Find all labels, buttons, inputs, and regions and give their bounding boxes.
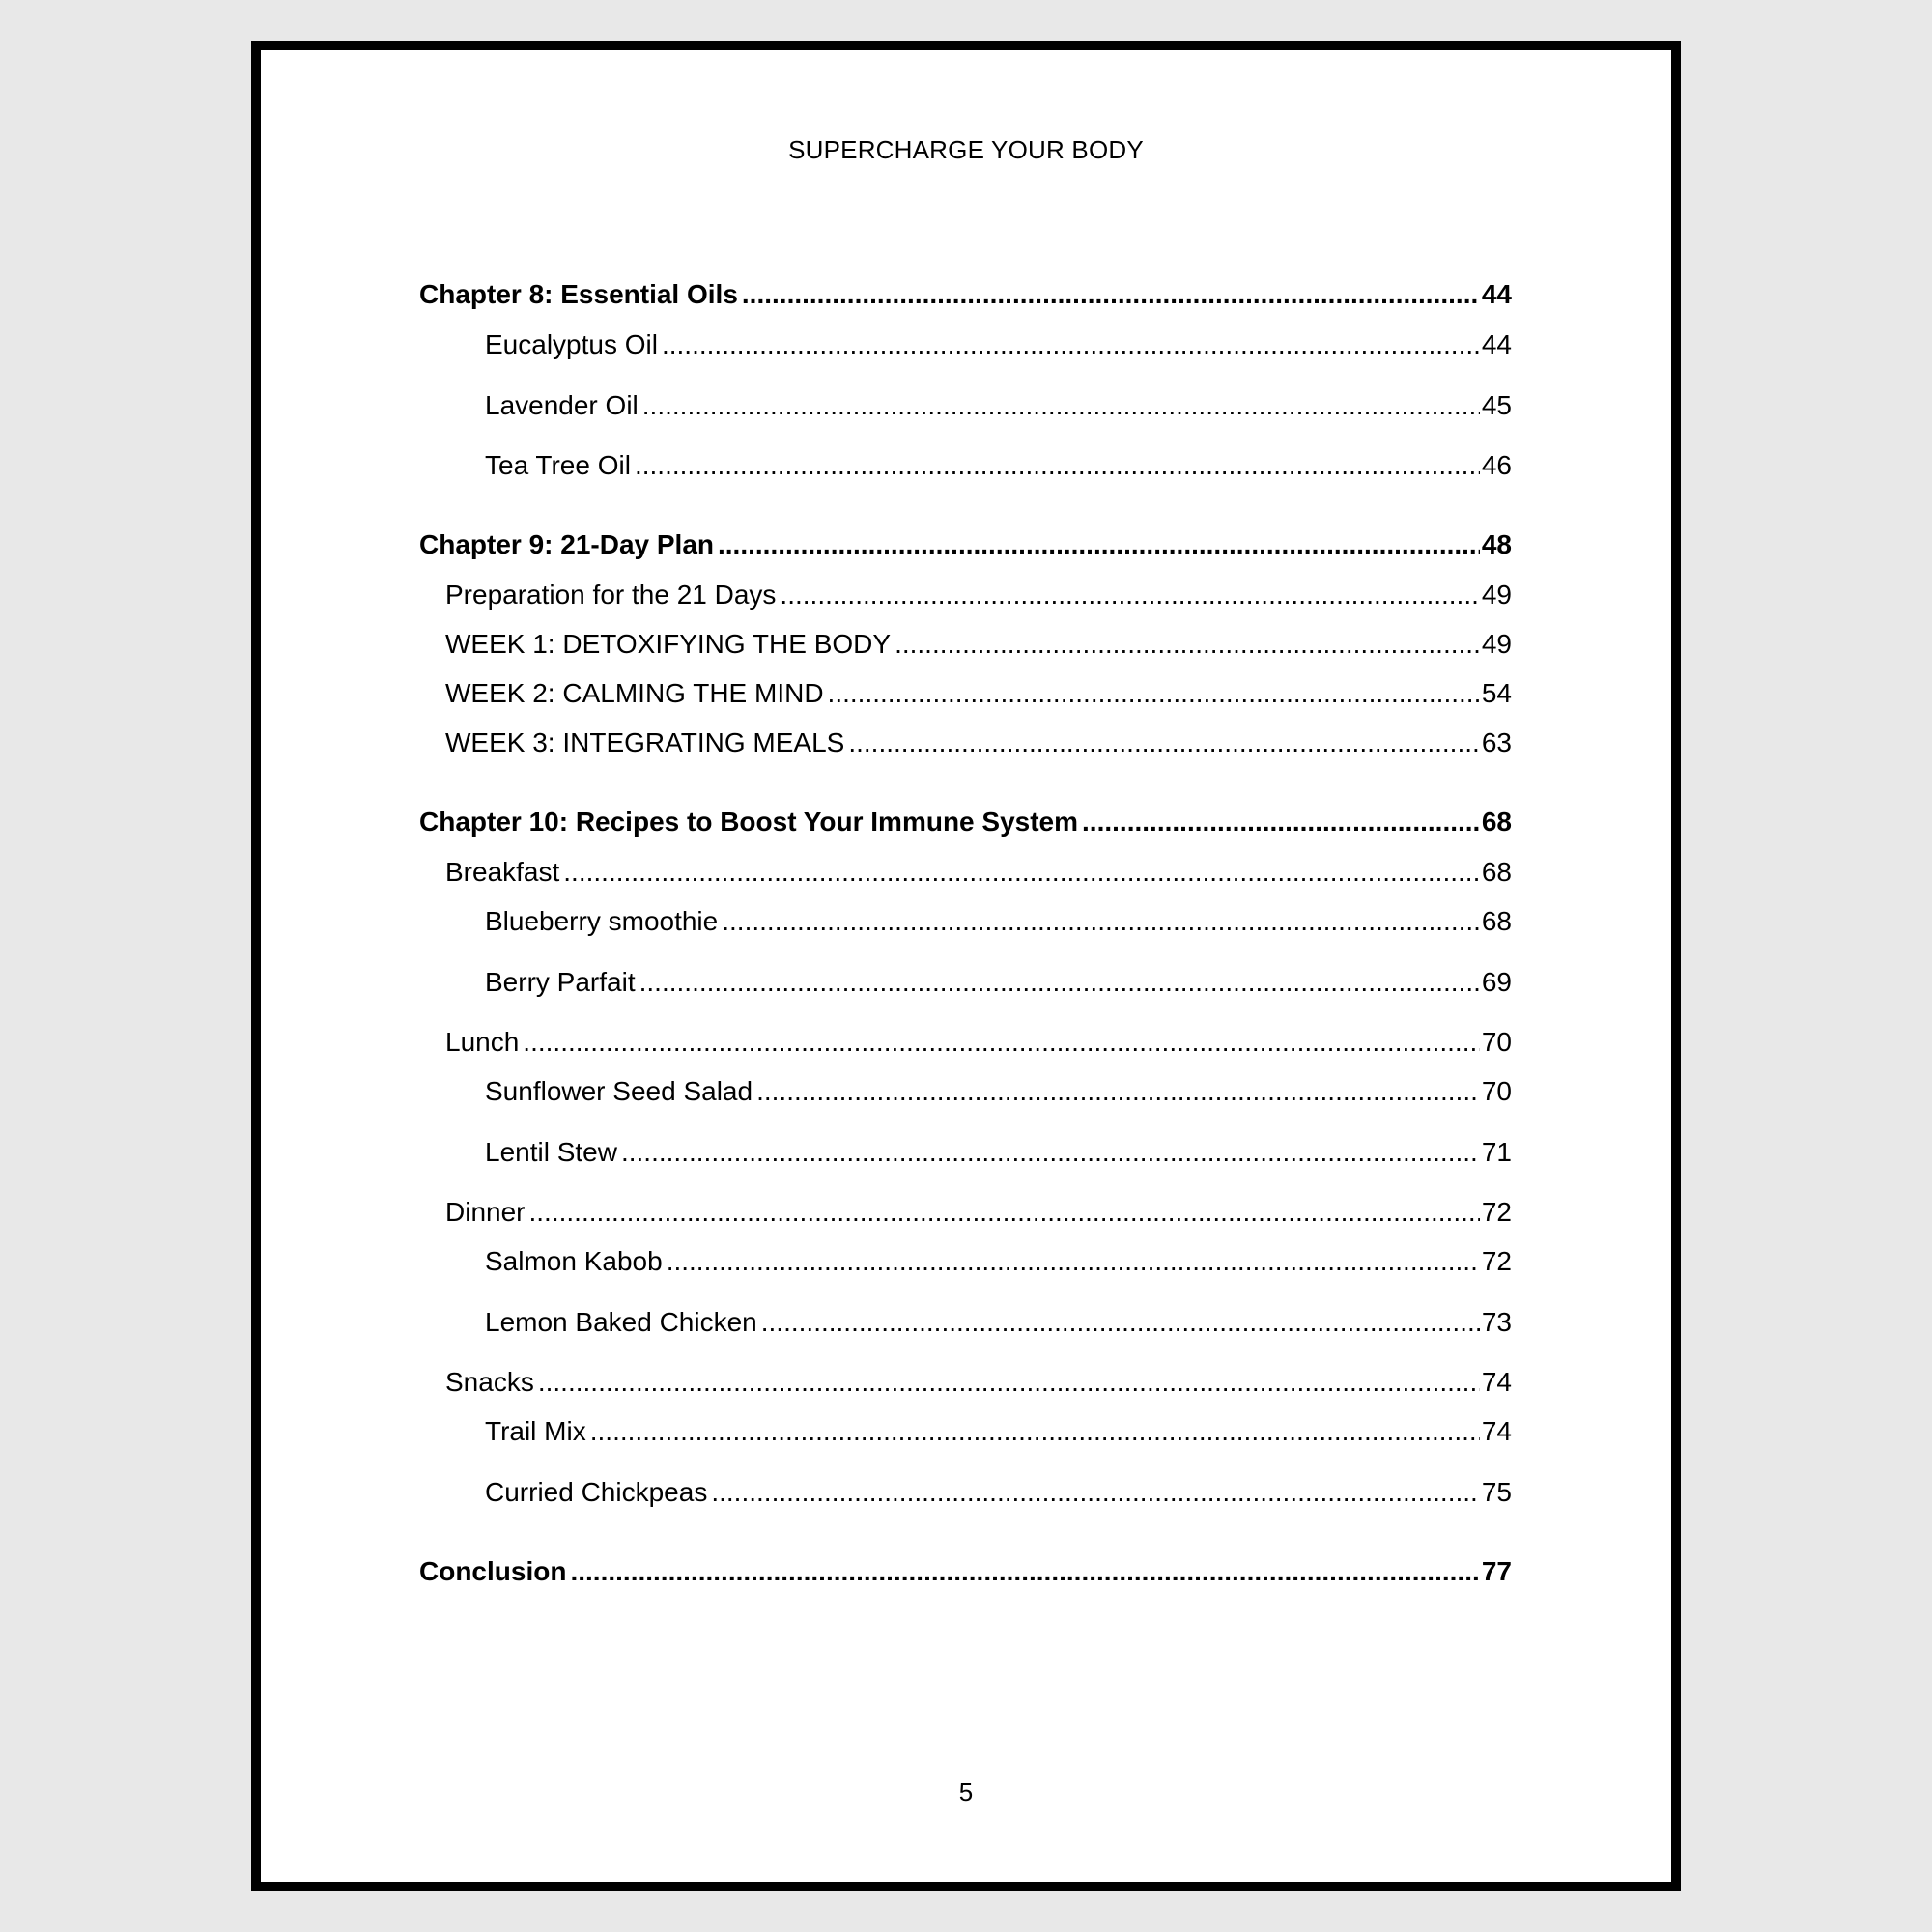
toc-entry-label: Breakfast (445, 857, 560, 887)
toc-entry-page: 74 (1481, 1367, 1512, 1397)
toc-entry-page: 74 (1481, 1416, 1512, 1446)
toc-entry-page: 48 (1481, 529, 1512, 559)
toc-entry-label: Lavender Oil (485, 390, 639, 420)
dot-leader (523, 1026, 1480, 1059)
dot-leader (667, 1245, 1480, 1278)
toc-entry[interactable] (419, 389, 1512, 422)
toc-entry-label: Eucalyptus Oil (485, 329, 658, 359)
toc-entry-page: 71 (1481, 1137, 1512, 1167)
toc-entry-chapter-8[interactable] (419, 278, 1512, 311)
toc-entry-page: 69 (1481, 967, 1512, 997)
toc-entry[interactable] (419, 726, 1512, 759)
dot-leader (722, 905, 1480, 938)
toc-entry-page: 63 (1481, 727, 1512, 757)
dot-leader (711, 1476, 1480, 1509)
toc-entry[interactable] (419, 905, 1512, 938)
dot-leader (635, 449, 1480, 482)
toc-entry-page: 44 (1481, 279, 1512, 309)
toc-entry-label: Tea Tree Oil (485, 450, 631, 480)
dot-leader (642, 389, 1480, 422)
dot-leader (639, 966, 1480, 999)
toc-entry-chapter-9[interactable] (419, 528, 1512, 561)
dot-leader (1082, 806, 1480, 838)
toc-entry-label: Chapter 8: Essential Oils (419, 279, 738, 309)
toc-entry-label: Berry Parfait (485, 967, 636, 997)
toc-entry-label: Blueberry smoothie (485, 906, 719, 936)
toc-entry-page: 72 (1481, 1246, 1512, 1276)
dot-leader (662, 328, 1480, 361)
toc-entry-page: 70 (1481, 1027, 1512, 1057)
toc-entry-label: Trail Mix (485, 1416, 586, 1446)
running-title: SUPERCHARGE YOUR BODY (788, 135, 1144, 164)
toc-entry[interactable] (419, 628, 1512, 661)
toc-entry-label: Lentil Stew (485, 1137, 617, 1167)
toc-entry[interactable] (419, 856, 1512, 889)
toc-entry-label: WEEK 3: INTEGRATING MEALS (445, 727, 845, 757)
toc-entry-page: 46 (1481, 450, 1512, 480)
toc-entry-page: 70 (1481, 1076, 1512, 1106)
toc-entry[interactable] (419, 449, 1512, 482)
toc-entry-label: Lunch (445, 1027, 520, 1057)
toc-entry[interactable] (419, 1476, 1512, 1509)
toc-entry-page: 45 (1481, 390, 1512, 420)
dot-leader (780, 579, 1479, 611)
toc-entry[interactable] (419, 1026, 1512, 1059)
toc-entry-page: 68 (1481, 857, 1512, 887)
toc-entry[interactable] (419, 1415, 1512, 1448)
toc-entry-label: WEEK 2: CALMING THE MIND (445, 678, 824, 708)
toc-entry-page: 44 (1481, 329, 1512, 359)
dot-leader (570, 1555, 1479, 1588)
toc-entry-page: 68 (1481, 906, 1512, 936)
dot-leader (538, 1366, 1480, 1399)
toc-entry-label: Preparation for the 21 Days (445, 580, 777, 610)
toc-entry[interactable] (419, 579, 1512, 611)
toc-entry[interactable] (419, 1075, 1512, 1108)
page-number: 5 (958, 1777, 974, 1806)
toc-entry[interactable] (419, 1306, 1512, 1339)
dot-leader (528, 1196, 1479, 1229)
toc-entry[interactable] (419, 1136, 1512, 1169)
dot-leader (621, 1136, 1480, 1169)
dot-leader (848, 726, 1480, 759)
toc-entry-page: 68 (1481, 807, 1512, 837)
toc-entry-label: Conclusion (419, 1556, 567, 1586)
dot-leader (742, 278, 1480, 311)
toc-entry-page: 77 (1481, 1556, 1512, 1586)
toc-entry-label: Chapter 10: Recipes to Boost Your Immune System (419, 807, 1079, 837)
toc-entry-page: 73 (1481, 1307, 1512, 1337)
toc-entry-label: WEEK 1: DETOXIFYING THE BODY (445, 629, 892, 659)
dot-leader (895, 628, 1480, 661)
document-page (251, 41, 1681, 1891)
toc-entry[interactable] (419, 1245, 1512, 1278)
toc-entry[interactable] (419, 966, 1512, 999)
toc-entry-label: Sunflower Seed Salad (485, 1076, 753, 1106)
toc-entry-page: 54 (1481, 678, 1512, 708)
toc-entry-label: Dinner (445, 1197, 526, 1227)
dot-leader (756, 1075, 1480, 1108)
toc-entry-label: Snacks (445, 1367, 534, 1397)
toc-entry-label: Lemon Baked Chicken (485, 1307, 757, 1337)
toc-entry[interactable] (419, 1366, 1512, 1399)
toc-entry[interactable] (419, 677, 1512, 710)
toc-entry[interactable] (419, 1196, 1512, 1229)
dot-leader (761, 1306, 1480, 1339)
toc-entry-page: 75 (1481, 1477, 1512, 1507)
toc-entry-conclusion[interactable] (419, 1555, 1512, 1588)
dot-leader (590, 1415, 1480, 1448)
toc-entry-page: 72 (1481, 1197, 1512, 1227)
toc-entry-label: Chapter 9: 21-Day Plan (419, 529, 714, 559)
toc-entry-label: Curried Chickpeas (485, 1477, 708, 1507)
toc-entry[interactable] (419, 328, 1512, 361)
toc-entry-label: Salmon Kabob (485, 1246, 663, 1276)
toc-entry-page: 49 (1481, 580, 1512, 610)
toc-entry-page: 49 (1481, 629, 1512, 659)
toc-entry-chapter-10[interactable] (419, 806, 1512, 838)
dot-leader (563, 856, 1480, 889)
dot-leader (828, 677, 1480, 710)
dot-leader (718, 528, 1480, 561)
